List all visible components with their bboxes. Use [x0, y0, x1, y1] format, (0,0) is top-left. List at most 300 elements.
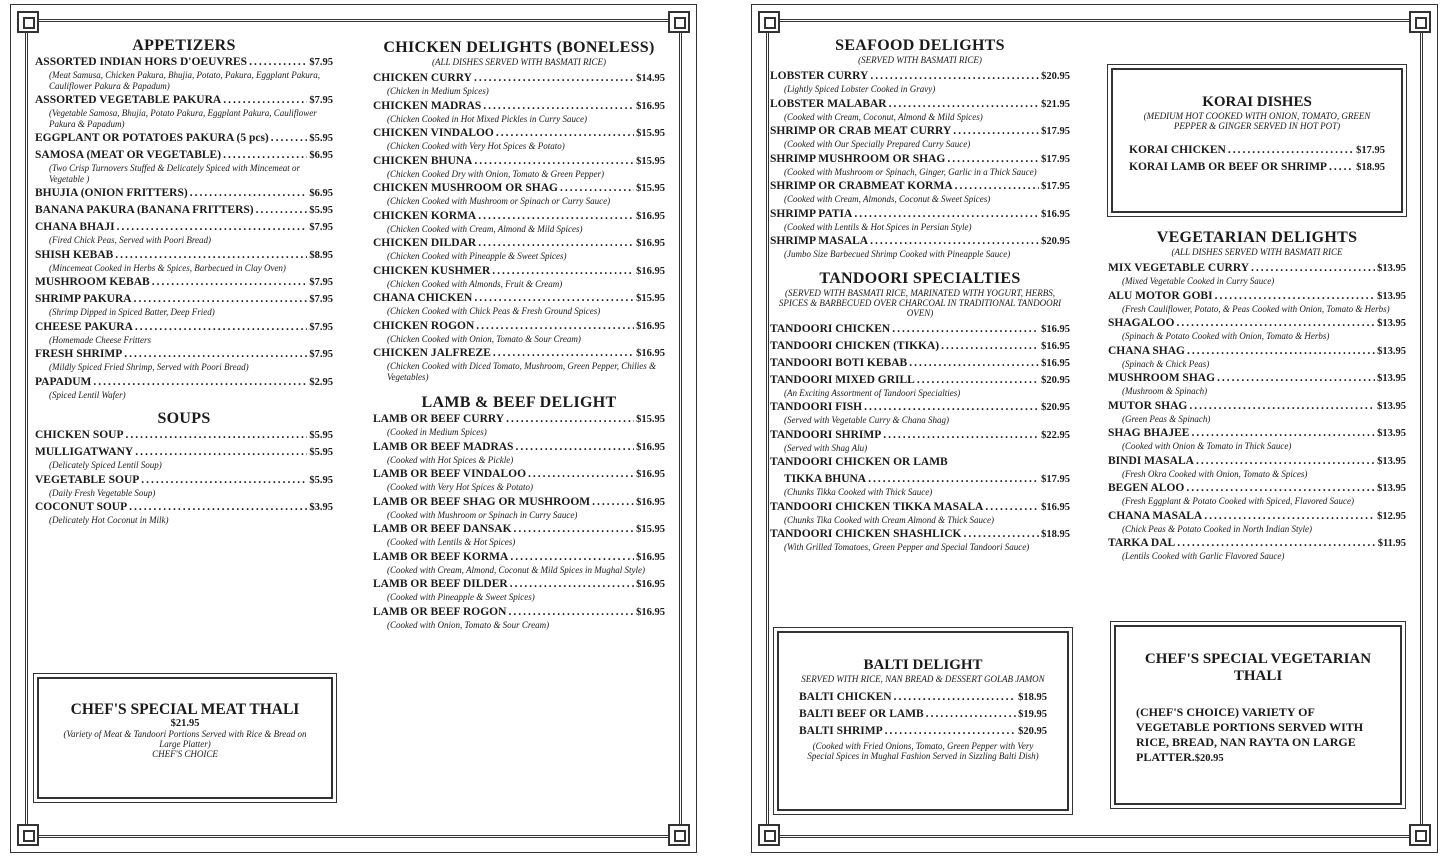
leader-dots [868, 472, 1039, 487]
leader-dots [1215, 289, 1376, 304]
menu-item-price: $13.95 [1377, 400, 1406, 412]
leader-dots [190, 186, 308, 201]
menu-item [373, 126, 665, 152]
leader-dots [510, 550, 634, 565]
menu-item-name: BALTI BEEF OR LAMB [799, 708, 924, 720]
menu-item [35, 320, 333, 346]
menu-item [770, 356, 1070, 371]
menu-item-name: LAMB OR BEEF SHAG OR MUSHROOM [373, 495, 591, 508]
leader-dots [249, 55, 307, 70]
menu-item [373, 99, 665, 125]
menu-item-description: (Cooked with Lentils & Hot Spices) [387, 537, 516, 547]
menu-item-price: $7.95 [309, 95, 333, 106]
menu-item [1108, 454, 1406, 480]
leader-dots [870, 234, 1039, 249]
seafood-note: (SERVED WITH BASMATI RICE) [858, 55, 982, 65]
vegetarian-title: VEGETARIAN DELIGHTS [1156, 229, 1358, 246]
menu-item-name: CHEESE PAKURA [35, 320, 133, 333]
leader-dots [864, 400, 1039, 415]
korai-box [1111, 68, 1403, 213]
menu-item-name: MUSHROOM KEBAB [35, 276, 150, 288]
menu-item-name: PAPADUM [35, 375, 92, 388]
menu-item [770, 472, 1070, 498]
menu-item-name: TANDOORI BOTI KEBAB [770, 356, 908, 369]
menu-item-description: (Fired Chick Peas, Served with Poori Bread) [49, 235, 212, 245]
menu-item [1108, 289, 1406, 315]
menu-item-description: (Mildly Spiced Fried Shrimp, Served with Poori Bread) [49, 362, 249, 372]
lamb-title: LAMB & BEEF DELIGHT [421, 394, 617, 411]
menu-item-price: $13.95 [1377, 263, 1406, 274]
menu-item-description: (Cooked with Very Hot Spices & Potato) [387, 482, 533, 492]
menu-item-name: SHRIMP OR CRAB MEAT CURRY [770, 125, 952, 137]
menu-item-description: (Chunks Tikka Cooked with Thick Sauce) [784, 487, 933, 497]
leader-dots [135, 320, 308, 335]
tandoori-title: TANDOORI SPECIALTIES [819, 269, 1021, 287]
korai-title: KORAI DISHES [1202, 94, 1312, 110]
menu-item-name: CHICKEN VINDALOO [373, 127, 494, 139]
menu-item-price: $18.95 [1041, 529, 1070, 540]
menu-item-price: $16.95 [636, 606, 665, 618]
menu-item-description: (Mixed Vegetable Cooked in Curry Sauce) [1122, 276, 1275, 286]
menu-page-left [10, 4, 697, 853]
leader-dots [474, 154, 634, 169]
menu-item [373, 154, 665, 180]
leader-dots [1191, 426, 1375, 441]
leader-dots [492, 264, 634, 279]
menu-item-description: (Chick Peas & Potato Cooked in North Indian Style) [1122, 523, 1312, 534]
menu-item-name: BHUJIA (ONION FRITTERS) [35, 187, 188, 199]
menu-item [35, 347, 333, 373]
leader-dots [478, 236, 634, 251]
menu-item-name: BALTI CHICKEN [799, 691, 892, 703]
menu-item-name: LAMB OR BEEF MADRAS [373, 440, 514, 453]
menu-item-name: TANDOORI CHICKEN TIKKA MASALA [770, 500, 984, 513]
menu-item-price: $17.95 [1041, 474, 1070, 485]
menu-item-price: $17.95 [1356, 145, 1385, 156]
menu-item-name: BEGEN ALOO [1108, 482, 1185, 494]
leader-dots [117, 220, 308, 235]
menu-item [770, 527, 1070, 553]
leader-dots [271, 131, 308, 146]
menu-item [1108, 426, 1406, 452]
menu-item-name: CHICKEN KORMA [373, 209, 477, 222]
menu-item [1108, 536, 1406, 562]
menu-item-price: $20.95 [1041, 236, 1070, 247]
menu-item-name: TANDOORI CHICKEN OR LAMB [770, 456, 948, 468]
menu-item-description: (Delicately Spiced Lentil Soup) [49, 460, 162, 470]
menu-item [35, 445, 333, 471]
menu-item-description: (Chicken Cooked with Mushroom or Spinach or Curry Sauce) [387, 196, 611, 206]
menu-item [35, 186, 333, 201]
menu-item-price: $16.95 [1041, 501, 1070, 513]
menu-item [373, 346, 665, 382]
leader-dots [592, 495, 634, 510]
menu-item-price: $3.95 [309, 502, 333, 513]
menu-item-name: LOBSTER MALABAR [770, 97, 887, 110]
menu-item-description: (Cooked with Cream, Coconut, Almond & Mild Spices) [784, 111, 983, 122]
chicken-column [373, 39, 665, 632]
leader-dots [474, 291, 634, 306]
menu-item-name: MUTOR SHAG [1108, 399, 1188, 412]
menu-item-description: (Mushroom & Spinach) [1122, 386, 1208, 396]
menu-item-description: (Cooked with Lentils & Hot Spices in Persian Style) [784, 221, 972, 232]
menu-item-name: ALU MOTOR GOBI [1108, 289, 1213, 302]
menu-item-name: TANDOORI MIXED GRILL [770, 373, 915, 386]
menu-item-name: EGGPLANT OR POTATOES PAKURA (5 pcs) [35, 132, 269, 144]
menu-item-name: TARKA DAL [1108, 537, 1176, 549]
menu-item-description: (Fresh Cauliflower, Potato, & Peas Cooked with Onion, Tomato & Herbs) [1122, 303, 1390, 314]
menu-item [1108, 481, 1406, 507]
menu-item-name: MUSHROOM SHAG [1108, 372, 1216, 384]
balti-title: BALTI DELIGHT [863, 657, 983, 673]
veg-thali-text [1136, 705, 1380, 766]
balti-note: SERVED WITH RICE, NAN BREAD & DESSERT GOLAB JAMON [801, 674, 1045, 684]
menu-item-price: $12.95 [1377, 510, 1406, 522]
meat-thali-footer: CHEF'S CHOICE [152, 749, 218, 759]
menu-item-name: LAMB OR BEEF VINDALOO [373, 468, 527, 480]
menu-item-price: $7.95 [309, 349, 333, 360]
menu-item-price: $7.95 [309, 57, 333, 68]
appetizers-title: APPETIZERS [132, 37, 236, 54]
leader-dots [1189, 399, 1375, 414]
tandoori-note: (SERVED WITH BASMATI RICE, MARINATED WITH YOGURT, HERBS, SPICES & BARBECUED OVER CHARCOAL IN TRADITIONAL TANDOORI OVEN) [778, 287, 1062, 318]
menu-item-price: $22.95 [1041, 429, 1070, 441]
menu-item-price: $18.95 [1356, 162, 1385, 173]
menu-item [35, 375, 333, 401]
menu-item-name: CHICKEN ROGON [373, 319, 475, 332]
leader-dots [1228, 143, 1354, 158]
menu-item-name: MIX VEGETABLE CURRY [1108, 262, 1250, 274]
leader-dots [256, 203, 308, 218]
leader-dots [560, 181, 634, 196]
menu-item-price: $15.95 [636, 293, 665, 304]
menu-item-price: $16.95 [636, 551, 665, 563]
leader-dots [1177, 536, 1376, 551]
menu-item-price: $17.95 [1041, 126, 1070, 137]
menu-item-description: (Meat Samusa, Chicken Pakura, Bhujia, Potato, Pakura, Eggplant Pakura, Cauliflower Pakura & Papadum) [49, 70, 320, 91]
veg-thali-box [1114, 625, 1402, 805]
soups-title: SOUPS [157, 410, 211, 427]
corner-ornament [758, 11, 780, 33]
menu-item-name: TANDOORI FISH [770, 401, 863, 413]
menu-item-name: ASSORTED INDIAN HORS D'OEUVRES [35, 56, 248, 68]
menu-item-name: CHICKEN JALFREZE [373, 347, 491, 359]
tandoori-list [770, 322, 1070, 553]
leader-dots [223, 148, 307, 163]
menu-item [35, 428, 333, 443]
veg-thali-price: $20.95 [1194, 753, 1224, 764]
menu-item [35, 148, 333, 184]
menu-item-price: $13.95 [1377, 428, 1406, 439]
meat-thali-title: CHEF'S SPECIAL MEAT THALI [70, 701, 300, 718]
menu-item-name: TANDOORI CHICKEN [770, 322, 891, 335]
menu-item-name: BANANA PAKURA (BANANA FRITTERS) [35, 204, 254, 216]
menu-item-price: $15.95 [636, 183, 665, 194]
menu-item-price: $16.95 [636, 238, 665, 249]
menu-item-description: (Spiced Lentil Wafer) [49, 389, 126, 400]
menu-item-description: (Chicken Cooked with Very Hot Spices & Potato) [387, 141, 565, 151]
leader-dots [474, 71, 634, 86]
menu-item-name: SHRIMP PATIA [770, 207, 853, 220]
menu-item-name: CHICKEN SOUP [35, 429, 124, 441]
menu-item [1129, 143, 1385, 158]
balti-box [777, 631, 1069, 811]
menu-item [35, 203, 333, 218]
chicken-title: CHICKEN DELIGHTS (BONELESS) [383, 39, 655, 56]
menu-item-price: $5.95 [309, 474, 333, 486]
menu-item-price: $7.95 [309, 294, 333, 305]
menu-item-description: (Cooked with Onion & Tomato in Thick Sauce) [1122, 441, 1292, 451]
menu-item-price: $13.95 [1377, 483, 1406, 494]
menu-item [35, 220, 333, 246]
menu-item-description: (Cooked in Medium Spices) [387, 427, 487, 437]
menu-item-price: $5.95 [309, 447, 333, 458]
lamb-list [373, 412, 665, 630]
menu-item-name: SHRIMP MUSHROOM OR SHAG [770, 152, 946, 165]
leader-dots [483, 99, 634, 114]
menu-item-price: $19.95 [1018, 709, 1047, 720]
menu-item-name: CHICKEN KUSHMER [373, 264, 491, 277]
menu-item-description: (Chicken Cooked with Chick Peas & Fresh Ground Spices) [387, 306, 601, 316]
leader-dots [129, 500, 307, 515]
menu-item-description: (Cooked with Cream, Almond, Coconut & Mild Spices in Mughal Style) [387, 564, 645, 575]
menu-item-price: $16.95 [1041, 323, 1070, 335]
menu-item-description: (Two Crisp Turnovers Stuffed & Delicately Spiced with Mincemeat or Vegetable ) [49, 163, 301, 184]
leader-dots [478, 209, 634, 224]
menu-item [799, 724, 1047, 739]
menu-item [1108, 509, 1406, 535]
menu-item-name: LOBSTER CURRY [770, 70, 869, 82]
corner-ornament [1409, 824, 1431, 846]
menu-item [799, 707, 1047, 722]
corner-ornament [17, 824, 39, 846]
menu-item [35, 131, 333, 146]
menu-item [770, 455, 1070, 470]
leader-dots [894, 690, 1017, 705]
menu-item-name: TANDOORI CHICKEN (TIKKA) [770, 339, 940, 352]
menu-item [1108, 371, 1406, 397]
menu-item-name: KORAI LAMB OR BEEF OR SHRIMP [1129, 161, 1327, 173]
menu-item-price: $15.95 [636, 128, 665, 139]
menu-item-name: SHRIMP MASALA [770, 235, 869, 247]
menu-item-name: KORAI CHICKEN [1129, 144, 1226, 156]
leader-dots [223, 93, 307, 108]
menu-item-price: $17.95 [1041, 153, 1070, 165]
menu-item-price: $16.95 [636, 100, 665, 112]
menu-item-description: (Chunks Tika Cooked with Cream Almond & Thick Sauce) [784, 514, 994, 525]
menu-item [770, 179, 1070, 205]
menu-page-right [751, 4, 1438, 853]
menu-item [35, 55, 333, 91]
menu-item [770, 339, 1070, 354]
meat-thali-box [37, 677, 333, 799]
menu-item-name: COCONUT SOUP [35, 501, 128, 513]
leader-dots [889, 97, 1040, 112]
menu-item-name: SHAG BHAJEE [1108, 427, 1190, 439]
menu-item-description: (Cooked with Pineapple & Sweet Spices) [387, 592, 535, 602]
meat-thali-desc: (Variety of Meat & Tandoori Portions Served with Rice & Bread on Large Platter) [63, 729, 307, 749]
menu-item [373, 209, 665, 235]
menu-item-name: CHANA CHICKEN [373, 292, 473, 304]
menu-item [373, 291, 665, 317]
menu-item-price: $16.95 [636, 348, 665, 359]
menu-item-name: LAMB OR BEEF ROGON [373, 605, 507, 618]
menu-item-name: LAMB OR BEEF CURRY [373, 413, 505, 425]
leader-dots [1251, 261, 1375, 276]
menu-item [799, 690, 1047, 705]
menu-item-description: (Delicately Hot Coconut in Milk) [49, 515, 169, 525]
leader-dots [152, 275, 308, 290]
leader-dots [909, 356, 1039, 371]
leader-dots [964, 527, 1040, 542]
menu-item-price: $16.95 [636, 469, 665, 480]
menu-item [1108, 261, 1406, 287]
seafood-title: SEAFOOD DELIGHTS [835, 37, 1005, 54]
menu-item-description: (Chicken Cooked with Pineapple & Sweet Spices) [387, 251, 567, 261]
leader-dots [1186, 481, 1375, 496]
leader-dots [917, 373, 1039, 388]
menu-item-price: $21.95 [1041, 98, 1070, 110]
leader-dots [496, 126, 634, 141]
menu-item-description: (Cooked with Mushroom or Spinach in Curry Sauce) [387, 509, 578, 520]
menu-item-name: SHAGALOO [1108, 317, 1175, 329]
menu-item-name: SHISH KEBAB [35, 248, 114, 261]
menu-item [373, 236, 665, 262]
menu-item-name: TANDOORI CHICKEN SHASHLICK [770, 528, 962, 540]
corner-ornament [758, 824, 780, 846]
veg-thali-title: CHEF'S SPECIAL VEGETARIAN THALI [1144, 651, 1372, 684]
menu-item-description: (Chicken Cooked in Hot Mixed Pickles in Curry Sauce) [387, 113, 587, 124]
leader-dots [883, 428, 1039, 443]
menu-item [35, 500, 333, 526]
menu-item-description: (An Exciting Assortment of Tandoori Specialties) [784, 387, 961, 398]
leader-dots [493, 346, 634, 361]
leader-dots [947, 152, 1039, 167]
menu-item [1129, 160, 1385, 175]
menu-item-name: ASSORTED VEGETABLE PAKURA [35, 94, 222, 106]
menu-item-price: $13.95 [1377, 290, 1406, 302]
vegetarian-note: (ALL DISHES SERVED WITH BASMATI RICE [1171, 247, 1343, 257]
vegetarian-column [1108, 229, 1406, 564]
chicken-note: (ALL DISHES SERVED WITH BASMATI RICE) [431, 57, 607, 67]
menu-item-price: $15.95 [636, 414, 665, 425]
menu-item [373, 495, 665, 521]
menu-item [373, 412, 665, 438]
leader-dots [126, 428, 308, 443]
menu-item-description: (Served with Vegetable Curry & Chana Shag) [784, 415, 949, 425]
leader-dots [510, 577, 634, 592]
menu-item-description: (Shrimp Dipped in Spiced Batter, Deep Fried) [49, 307, 215, 317]
menu-item-description: (Cooked with Our Specially Prepared Curry Sauce) [784, 139, 971, 149]
leader-dots [985, 500, 1039, 515]
menu-item-description: (With Grilled Tomatoes, Green Pepper and Special Tandoori Sauce) [784, 542, 1030, 552]
leader-dots [955, 179, 1040, 194]
menu-item-name: MULLIGATWANY [35, 446, 134, 458]
menu-item [373, 605, 665, 631]
menu-item-price: $6.95 [309, 150, 333, 161]
menu-item-name: CHANA MASALA [1108, 509, 1203, 522]
menu-item-price: $20.95 [1041, 402, 1070, 413]
menu-item-price: $5.95 [309, 430, 333, 441]
leader-dots [1187, 344, 1375, 359]
menu-item-description: (Mincemeat Cooked in Herbs & Spices, Barbecued in Clay Oven) [49, 262, 286, 273]
menu-item-description: (Spinach & Potato Cooked with Onion, Tomato & Herbs) [1122, 331, 1330, 341]
menu-item-description: (Green Peas & Spinach) [1122, 413, 1211, 424]
veg-thali-desc: (CHEF'S CHOICE) VARIETY OF VEGETABLE PORTIONS SERVED WITH RICE, BREAD, NAN RAYTA ON LARGE PLATTER. [1136, 705, 1364, 764]
leader-dots [1217, 371, 1375, 386]
menu-item-description: (Chicken Cooked with Diced Tomato, Mushroom, Green Pepper, Chilies & Vegetables) [387, 361, 656, 382]
menu-item-name: CHANA BHAJI [35, 221, 115, 233]
leader-dots [135, 445, 307, 460]
menu-item [770, 124, 1070, 150]
seafood-list [770, 69, 1070, 260]
menu-item-price: $16.95 [636, 320, 665, 332]
leader-dots [870, 69, 1039, 84]
corner-ornament [668, 824, 690, 846]
leader-dots [514, 522, 635, 537]
menu-item [373, 71, 665, 97]
soups-list [35, 428, 333, 526]
leader-dots [515, 440, 634, 455]
leader-dots [1329, 160, 1354, 175]
menu-item-price: $16.95 [1041, 208, 1070, 220]
menu-item [1108, 399, 1406, 425]
menu-item-description: (Jumbo Size Barbecued Shrimp Cooked with Pineapple Sauce) [784, 249, 1011, 259]
menu-item [1108, 316, 1406, 342]
menu-item [770, 69, 1070, 95]
menu-item-price: $16.95 [1041, 340, 1070, 352]
menu-item [770, 234, 1070, 260]
menu-item-description: (Spinach & Chick Peas) [1122, 358, 1210, 369]
leader-dots [506, 412, 634, 427]
balti-list [799, 690, 1047, 739]
menu-item-description: (Daily Fresh Vegetable Soup) [49, 487, 156, 498]
menu-item [770, 322, 1070, 337]
leader-dots [854, 207, 1039, 222]
menu-item [770, 400, 1070, 426]
menu-item-price: $13.95 [1377, 318, 1406, 329]
menu-item-price: $15.95 [636, 155, 665, 167]
menu-item-price: $16.95 [636, 210, 665, 222]
korai-list [1129, 143, 1385, 175]
menu-item-description: (Fresh Eggplant & Potato Cooked with Spiced, Flavored Sauce) [1122, 496, 1355, 506]
menu-item-price: $11.95 [1377, 538, 1406, 549]
leader-dots [941, 339, 1039, 354]
menu-item-name: CHANA SHAG [1108, 344, 1185, 357]
menu-item-name: CHICKEN MADRAS [373, 99, 482, 112]
menu-item [35, 248, 333, 274]
menu-item-price: $6.95 [309, 188, 333, 199]
menu-item-description: (Cooked with Mushroom or Spinach, Ginger, Garlic in a Thick Sauce) [784, 166, 1037, 177]
leader-dots [508, 605, 634, 620]
leader-dots [115, 248, 307, 263]
leader-dots [528, 467, 634, 482]
leader-dots [953, 124, 1039, 139]
menu-item [35, 473, 333, 499]
menu-item-price: $13.95 [1377, 373, 1406, 384]
menu-item-price: $20.95 [1041, 71, 1070, 82]
menu-item-description: (Homemade Cheese Fritters [49, 334, 151, 345]
menu-item-price: $7.95 [309, 277, 333, 288]
menu-item-price: $20.95 [1018, 726, 1047, 737]
menu-item-description: (Lentils Cooked with Garlic Flavored Sauce) [1122, 551, 1285, 561]
corner-ornament [1409, 11, 1431, 33]
leader-dots [1204, 509, 1375, 524]
menu-item [35, 292, 333, 318]
menu-item-description: (Fresh Okra Cooked with Onion, Tomato & Spices) [1122, 468, 1308, 479]
menu-item [373, 577, 665, 603]
menu-item-price: $15.95 [636, 524, 665, 535]
